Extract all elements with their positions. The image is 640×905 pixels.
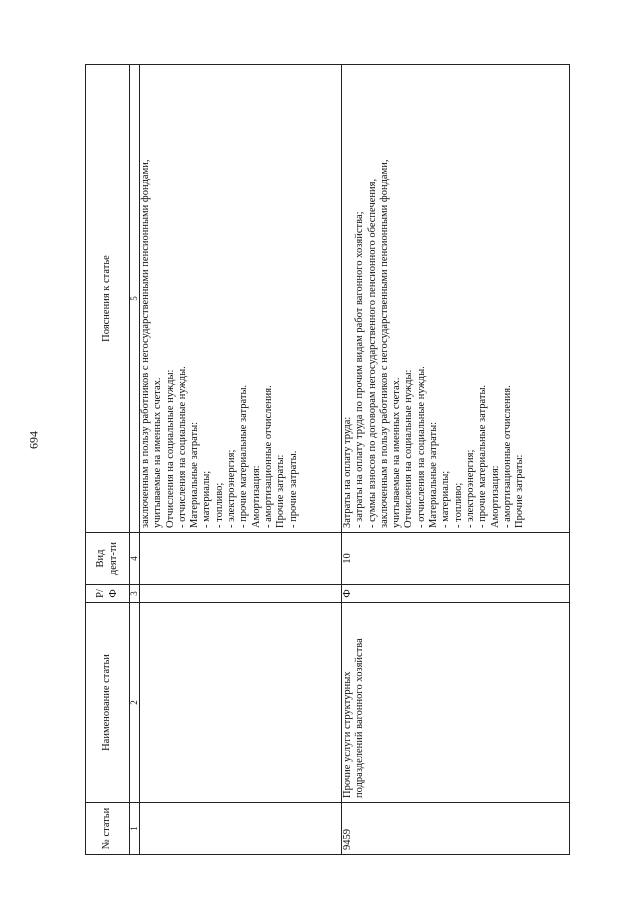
article-number: 9459 (342, 803, 570, 855)
explanation-line: - топливо; (213, 482, 225, 528)
explanation-line: - электроэнергия; (226, 449, 238, 528)
explanation-line: Амортизация: (250, 465, 262, 528)
article-number (140, 803, 342, 855)
header-article-name: Наименование статьи (86, 603, 130, 803)
explanation-line: учитываемые на именных счетах. (391, 377, 403, 528)
explanation-line: Материальные затраты: (189, 421, 201, 528)
explanation-line: - прочие затраты. (287, 450, 299, 528)
explanation-line: Отчисления на социальные нужды: (164, 369, 176, 528)
explanation-line: - затраты на оплату труда по прочим видам работ вагонного хозяйства; (354, 211, 366, 528)
column-number: 2 (130, 603, 140, 803)
rotated-page (85, 65, 570, 855)
explanation-line: - электроэнергия; (464, 449, 476, 528)
header-article-no: № статьи (86, 803, 130, 855)
explanation-line: учитываемые на именных счетах. (152, 377, 164, 528)
column-number: 5 (130, 65, 140, 533)
article-rf: Ф (342, 585, 570, 603)
explanation-line: заключенным в пользу работников с негосударственными пенсионными фондами, (140, 159, 151, 528)
article-rf (140, 585, 342, 603)
explanation-line: - прочие материальные затраты. (477, 384, 489, 528)
explanation-line: Затраты на оплату труда: (342, 416, 353, 528)
header-row (86, 65, 130, 855)
explanation-line: - материалы; (440, 470, 452, 528)
explanation-line: заключенным в пользу работников с негосударственными пенсионными фондами, (378, 159, 390, 528)
explanation-line: Материальные затраты: (428, 421, 440, 528)
article-activity (140, 533, 342, 585)
explanation-line: - амортизационные отчисления. (501, 385, 513, 528)
column-number: 4 (130, 533, 140, 585)
article-activity: 10 (342, 533, 570, 585)
articles-table (85, 64, 570, 855)
explanation-line: - суммы взносов по договорам негосударственного пенсионного обеспечения, (366, 178, 378, 528)
article-name: Прочие услуги структурных подразделений вагонного хозяйства (342, 603, 570, 803)
table-row (342, 65, 570, 855)
article-name (140, 603, 342, 803)
article-explanation (342, 65, 570, 533)
explanation-line: - отчисления на социальные нужды. (415, 366, 427, 528)
explanation-line: Прочие затраты: (275, 454, 287, 528)
header-explanation: Пояснения к статье (86, 65, 130, 533)
header-activity: Вид деят-ти (86, 533, 130, 585)
column-number-row (130, 65, 140, 855)
explanation-line: Прочие затраты: (514, 454, 526, 528)
explanation-line: - отчисления на социальные нужды. (176, 366, 188, 528)
explanation-line: Отчисления на социальные нужды: (403, 369, 415, 528)
explanation-line: Амортизация: (489, 465, 501, 528)
explanation-line: - топливо; (452, 482, 464, 528)
table-row (140, 65, 342, 855)
column-number: 3 (130, 585, 140, 603)
article-explanation (140, 65, 342, 533)
explanation-line: - амортизационные отчисления. (262, 385, 274, 528)
header-rf: Р/ Ф (86, 585, 130, 603)
explanation-line: - материалы; (201, 470, 213, 528)
page-number: 694 (26, 431, 41, 449)
column-number: 1 (130, 803, 140, 855)
explanation-line: - прочие материальные затраты. (238, 384, 250, 528)
